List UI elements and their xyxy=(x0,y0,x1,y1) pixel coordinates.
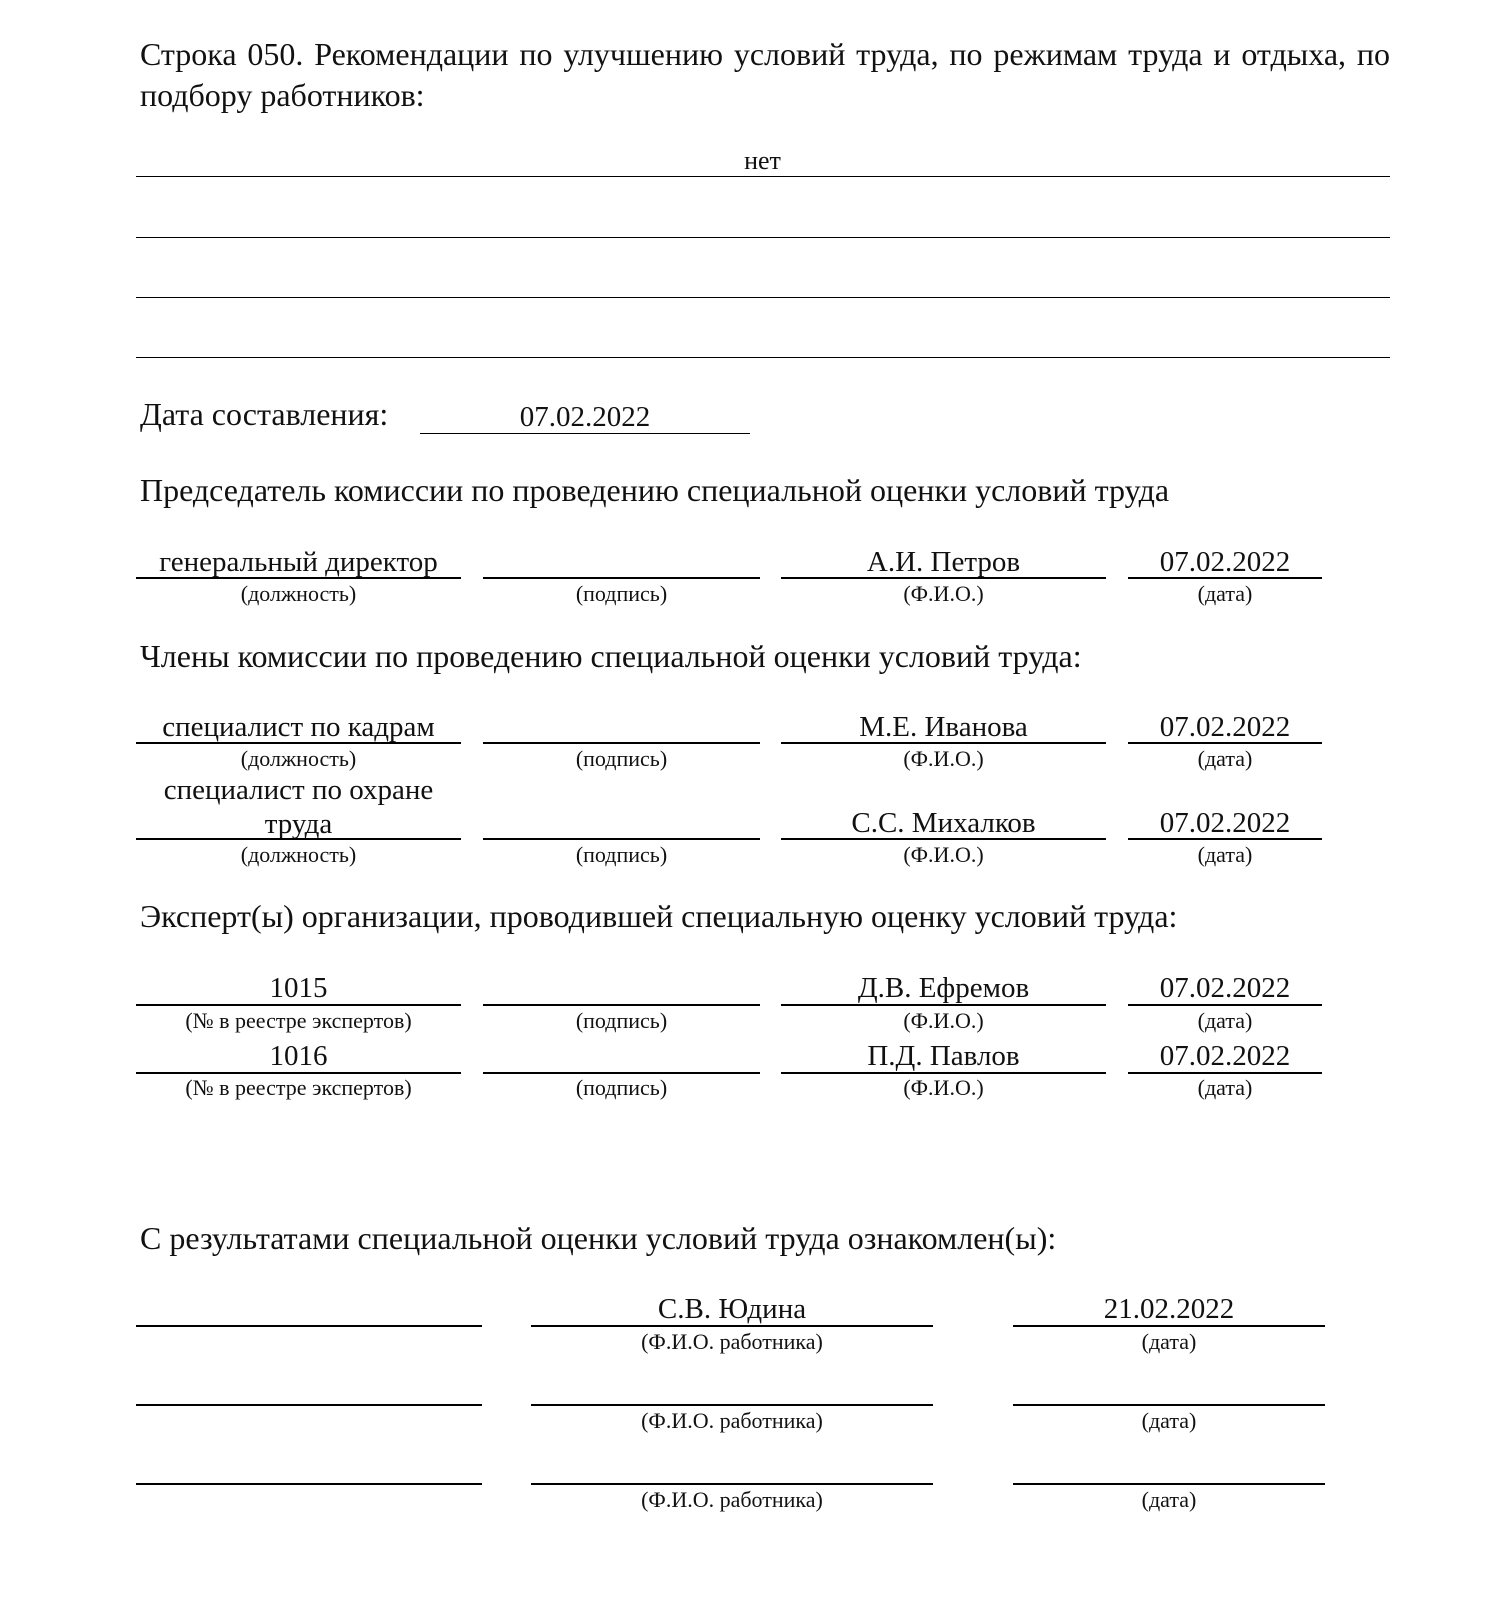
member-1-fio[interactable]: М.Е. Иванова xyxy=(859,711,1028,743)
member-1-signature-line[interactable] xyxy=(483,742,760,744)
member-2-fio-line xyxy=(781,838,1106,840)
expert-2-registry-no[interactable]: 1016 xyxy=(269,1040,328,1072)
caption-worker-fio: (Ф.И.О. работника) xyxy=(641,1329,823,1354)
line050-field-1 xyxy=(136,176,1390,177)
expert-2-date-line xyxy=(1128,1072,1322,1074)
member-2-signature-line[interactable] xyxy=(483,838,760,840)
expert-2-fio[interactable]: П.Д. Павлов xyxy=(867,1040,1020,1072)
worker-3-signature-line[interactable] xyxy=(136,1483,482,1485)
expert-1-fio[interactable]: Д.В. Ефремов xyxy=(857,972,1030,1004)
expert-1-date[interactable]: 07.02.2022 xyxy=(1159,972,1291,1004)
caption-date: (дата) xyxy=(1141,1329,1197,1354)
worker-3-fio-line xyxy=(531,1483,933,1485)
line050-field-2 xyxy=(136,237,1390,238)
caption-date: (дата) xyxy=(1197,581,1253,606)
caption-signature: (подпись) xyxy=(575,581,668,606)
caption-date: (дата) xyxy=(1197,842,1253,867)
caption-registry: (№ в реестре экспертов) xyxy=(185,1075,412,1100)
caption-registry: (№ в реестре экспертов) xyxy=(185,1008,412,1033)
caption-position: (должность) xyxy=(240,581,357,606)
worker-2-signature-line[interactable] xyxy=(136,1404,482,1406)
expert-1-date-line xyxy=(1128,1004,1322,1006)
chairman-fio-line xyxy=(781,577,1106,579)
worker-1-signature-line[interactable] xyxy=(136,1325,482,1327)
caption-worker-fio: (Ф.И.О. работника) xyxy=(641,1487,823,1512)
members-heading: Члены комиссии по проведению специальной оценки условий труда: xyxy=(140,638,1082,674)
caption-fio: (Ф.И.О.) xyxy=(903,842,984,867)
worker-1-date-line xyxy=(1013,1325,1325,1327)
worker-3-date-line xyxy=(1013,1483,1325,1485)
line050-field-3 xyxy=(136,297,1390,298)
caption-signature: (подпись) xyxy=(575,1075,668,1100)
member-1-position[interactable]: специалист по кадрам xyxy=(162,711,435,743)
line050-text: Строка 050. Рекомендации по улучшению условий труда, по режимам труда и отдыха, по подбору работников: xyxy=(140,36,1390,113)
member-2-position-line xyxy=(136,838,461,840)
caption-date: (дата) xyxy=(1197,746,1253,771)
caption-position: (должность) xyxy=(240,746,357,771)
member-2-fio[interactable]: С.С. Михалков xyxy=(851,807,1036,839)
caption-fio: (Ф.И.О.) xyxy=(903,581,984,606)
caption-signature: (подпись) xyxy=(575,1008,668,1033)
caption-position: (должность) xyxy=(240,842,357,867)
member-1-fio-line xyxy=(781,742,1106,744)
worker-1-fio[interactable]: С.В. Юдина xyxy=(657,1293,807,1325)
chairman-position-line xyxy=(136,577,461,579)
chairman-position[interactable]: генеральный директор xyxy=(159,546,438,578)
acquainted-heading: С результатами специальной оценки условий труда ознакомлен(ы): xyxy=(140,1220,1057,1256)
caption-date: (дата) xyxy=(1197,1075,1253,1100)
expert-1-registry-no[interactable]: 1015 xyxy=(269,972,328,1004)
member-1-position-line xyxy=(136,742,461,744)
expert-2-registry-line xyxy=(136,1072,461,1074)
chairman-date-line xyxy=(1128,577,1322,579)
caption-date: (дата) xyxy=(1141,1408,1197,1433)
date-compiled-label: Дата составления: xyxy=(140,396,389,432)
worker-1-fio-line xyxy=(531,1325,933,1327)
expert-2-date[interactable]: 07.02.2022 xyxy=(1159,1040,1291,1072)
caption-signature: (подпись) xyxy=(575,842,668,867)
worker-2-fio-line xyxy=(531,1404,933,1406)
caption-date: (дата) xyxy=(1197,1008,1253,1033)
member-2-date[interactable]: 07.02.2022 xyxy=(1159,807,1291,839)
member-1-date[interactable]: 07.02.2022 xyxy=(1159,711,1291,743)
expert-2-fio-line xyxy=(781,1072,1106,1074)
expert-2-signature-line[interactable] xyxy=(483,1072,760,1074)
caption-signature: (подпись) xyxy=(575,746,668,771)
caption-fio: (Ф.И.О.) xyxy=(903,1008,984,1033)
caption-fio: (Ф.И.О.) xyxy=(903,746,984,771)
chairman-fio[interactable]: А.И. Петров xyxy=(866,546,1021,578)
caption-fio: (Ф.И.О.) xyxy=(903,1075,984,1100)
caption-worker-fio: (Ф.И.О. работника) xyxy=(641,1408,823,1433)
line050-field-4 xyxy=(136,357,1390,358)
experts-heading: Эксперт(ы) организации, проводившей специальную оценку условий труда: xyxy=(140,898,1178,934)
worker-1-date[interactable]: 21.02.2022 xyxy=(1103,1293,1235,1325)
expert-1-signature-line[interactable] xyxy=(483,1004,760,1006)
member-1-date-line xyxy=(1128,742,1322,744)
date-compiled-field xyxy=(420,433,750,434)
member-2-position[interactable]: специалист по охране труда xyxy=(163,774,434,840)
date-compiled-value[interactable]: 07.02.2022 xyxy=(519,401,651,433)
chairman-heading: Председатель комиссии по проведению специальной оценки условий труда xyxy=(140,472,1170,508)
expert-1-registry-line xyxy=(136,1004,461,1006)
line050-answer[interactable]: нет xyxy=(744,146,781,175)
worker-2-date-line xyxy=(1013,1404,1325,1406)
expert-1-fio-line xyxy=(781,1004,1106,1006)
chairman-date[interactable]: 07.02.2022 xyxy=(1159,546,1291,578)
chairman-signature-line[interactable] xyxy=(483,577,760,579)
member-2-date-line xyxy=(1128,838,1322,840)
caption-date: (дата) xyxy=(1141,1487,1197,1512)
